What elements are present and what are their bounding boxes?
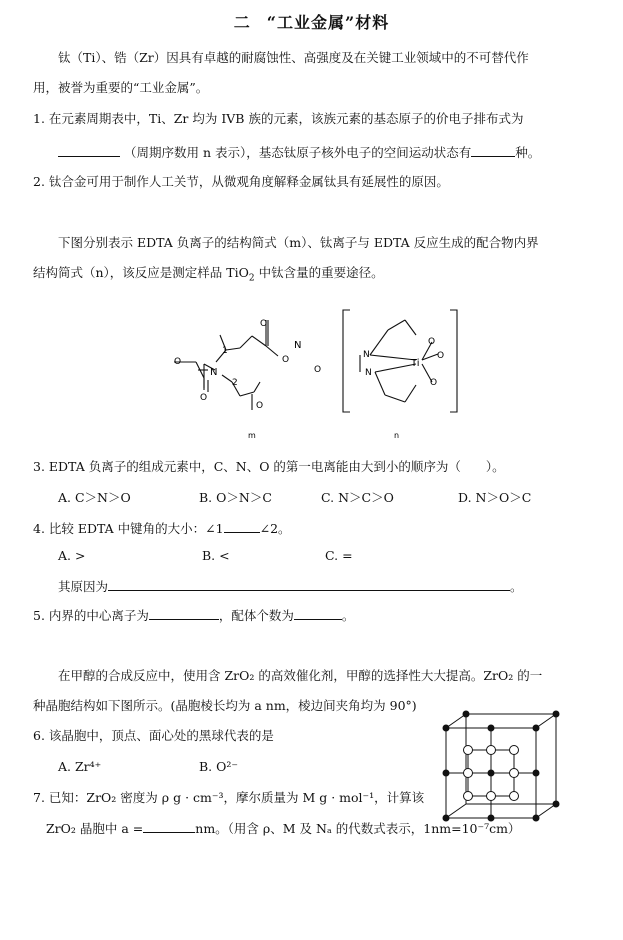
q1-answer-blank-1[interactable] <box>58 144 120 157</box>
atom-o-2: O <box>282 355 290 365</box>
q3-option-d[interactable]: D. N＞O＞C <box>458 490 532 505</box>
q1-line-2 <box>58 144 540 161</box>
q2-stem: 2. 钛合金可用于制作人工关节，从微观角度解释金属钛具有延展性的原因。 <box>33 174 449 189</box>
q4-stem <box>33 520 291 537</box>
zro2-intro-line-1: 在甲醇的合成反应中，使用含 ZrO₂ 的高效催化剂，甲醇的选择性大大提高。ZrO₂ 的一 <box>58 668 543 683</box>
atom-o-1: O <box>260 319 268 329</box>
q7-line-2a: ZrO₂ 晶胞中 a = <box>46 821 144 836</box>
q3-option-a[interactable]: A. C＞N＞O <box>58 490 131 505</box>
ti-complex-structure-n <box>343 310 457 412</box>
q4-answer-blank[interactable] <box>224 520 260 533</box>
q3-option-b[interactable]: B. O＞N＞C <box>199 490 272 505</box>
complex-atom-o-2: O <box>430 378 438 388</box>
q5-text-3: 。 <box>341 608 355 623</box>
q6-option-b[interactable]: B. O²⁻ <box>199 759 238 774</box>
q4-option-c[interactable]: C. = <box>325 548 353 563</box>
complex-atom-n-1: N <box>363 350 370 360</box>
edta-structure-figure <box>160 300 480 450</box>
zro2-unit-cell-figure <box>440 710 565 825</box>
atom-o-5: O <box>256 401 264 411</box>
q4-reason-blank[interactable] <box>108 578 510 591</box>
atom-o-6: O <box>314 365 322 375</box>
edta-intro-line-2b: 中钛含量的重要途径。 <box>254 265 384 280</box>
edta-intro-line-2 <box>33 265 384 284</box>
angle-1-label: 1 <box>222 346 228 356</box>
section-title <box>0 10 623 33</box>
atom-o-4: O <box>200 393 208 403</box>
section-number: 二 <box>233 13 251 32</box>
q1-line-1: 1. 在元素周期表中，Ti、Zr 均为 IVB 族的元素，该族元素的基态原子的价电子排布式为 <box>33 111 524 126</box>
atom-o-3: O <box>174 357 182 367</box>
q5-stem <box>33 607 354 624</box>
q1-line-2-end: 种。 <box>515 145 541 160</box>
zro2-intro-line-2: 种晶胞结构如下图所示。(晶胞棱长均为 a nm，棱边间夹角均为 90°) <box>33 698 417 713</box>
atom-n-2: N <box>294 340 302 351</box>
q7-line-1: 7. 已知：ZrO₂ 密度为 ρ g · cm⁻³，摩尔质量为 M g · mol⁻¹，计算该 <box>33 790 425 805</box>
q5-center-ion-blank[interactable] <box>149 607 219 620</box>
q5-ligand-count-blank[interactable] <box>294 607 342 620</box>
q7-line-2b: nm。（用含 ρ、M 及 Nₐ 的代数式表示，1nm=10⁻⁷cm） <box>195 821 521 836</box>
figure-label-n: n <box>394 431 400 440</box>
q4-stem-end: ∠2。 <box>259 521 291 536</box>
tio2-subscript: 2 <box>248 273 255 284</box>
titanium-center: Ti <box>411 358 420 369</box>
q4-option-a[interactable]: A. > <box>58 548 86 563</box>
section-title-text: “工业金属”材料 <box>266 13 390 32</box>
complex-atom-o-3: O <box>437 351 445 361</box>
q6-stem: 6. 该晶胞中，顶点、面心处的黑球代表的是 <box>33 728 274 743</box>
atom-n-1: N <box>210 367 218 378</box>
q6-option-a[interactable]: A. Zr⁴⁺ <box>58 759 102 774</box>
intro-line-1: 钛（Ti）、锆（Zr）因具有卓越的耐腐蚀性、高强度及在关键工业领域中的不可替代作 <box>58 50 529 65</box>
q4-stem-text: 4. 比较 EDTA 中键角的大小：∠1 <box>33 521 224 536</box>
q5-text-1: 5. 内界的中心离子为 <box>33 608 149 623</box>
q4-reason-label: 其原因为 <box>58 579 109 594</box>
black-spheres <box>443 711 560 822</box>
q7-answer-blank[interactable] <box>143 820 195 833</box>
intro-line-2: 用，被誉为重要的“工业金属”。 <box>33 80 209 95</box>
edta-intro-line-2a: 结构简式（n），该反应是测定样品 TiO <box>33 265 249 280</box>
q3-option-c[interactable]: C. N＞C＞O <box>321 490 394 505</box>
angle-2-label: 2 <box>232 378 238 388</box>
edta-anion-structure-m <box>174 320 278 410</box>
figure-label-m: m <box>248 431 256 440</box>
complex-atom-n-2: N <box>365 368 372 378</box>
q3-stem: 3. EDTA 负离子的组成元素中，C、N、O 的第一电离能由大到小的顺序为（ ）。 <box>33 459 505 474</box>
q4-option-b[interactable]: B. < <box>202 548 230 563</box>
edta-intro-line-1: 下图分别表示 EDTA 负离子的结构简式（m）、钛离子与 EDTA 反应生成的配合物内界 <box>58 235 539 250</box>
q5-text-2: ，配体个数为 <box>218 608 294 623</box>
q4-reason: 其原因为 。 <box>58 579 523 594</box>
complex-atom-o-1: O <box>428 337 436 347</box>
q1-line-2-text: （周期序数用 n 表示），基态钛原子核外电子的空间运动状态有 <box>123 145 472 160</box>
q1-answer-blank-2[interactable] <box>471 144 515 157</box>
